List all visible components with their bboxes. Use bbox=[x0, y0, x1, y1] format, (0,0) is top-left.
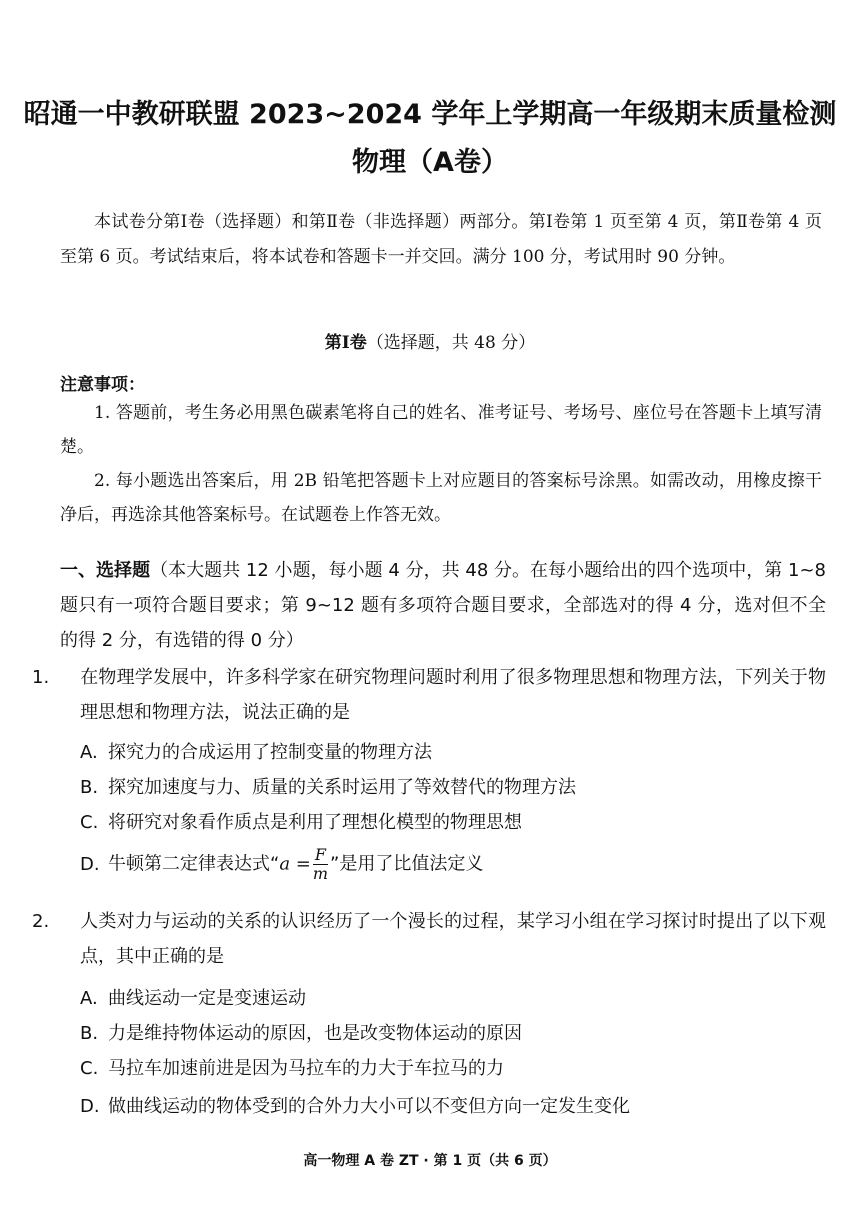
page-footer: 高一物理 A 卷 ZT · 第 1 页（共 6 页） bbox=[303, 1153, 557, 1169]
part-one-instructions bbox=[60, 553, 826, 658]
option-letter: A. bbox=[80, 988, 98, 1009]
option-letter: C. bbox=[80, 1058, 99, 1079]
option-2c bbox=[80, 1054, 504, 1080]
option-2b bbox=[80, 1019, 522, 1045]
section-title-bold: 第Ⅰ卷 bbox=[324, 333, 367, 353]
formula-denominator: m bbox=[312, 864, 329, 883]
question-number: 2. bbox=[32, 911, 50, 932]
option-text-post: ”是用了比值法定义 bbox=[330, 853, 484, 875]
formula-numerator: F bbox=[313, 846, 328, 865]
option-letter: A. bbox=[80, 742, 98, 763]
part-one-title: 一、选择题 bbox=[60, 560, 151, 581]
option-1d bbox=[80, 846, 483, 883]
option-letter: D. bbox=[80, 853, 100, 875]
question-stem: 人类对力与运动的关系的认识经历了一个漫长的过程，某学习小组在学习探讨时提出了以下观点，其中正确的是 bbox=[80, 911, 826, 967]
option-letter: C. bbox=[80, 812, 99, 833]
question-number: 1. bbox=[32, 667, 50, 688]
option-2a bbox=[80, 984, 306, 1010]
section-title-rest: （选择题，共 48 分） bbox=[366, 333, 536, 353]
option-text: 曲线运动一定是变速运动 bbox=[108, 988, 306, 1009]
option-text: 探究加速度与力、质量的关系时运用了等效替代的物理方法 bbox=[108, 777, 576, 798]
intro-paragraph: 本试卷分第Ⅰ卷（选择题）和第Ⅱ卷（非选择题）两部分。第Ⅰ卷第 1 页至第 4 页，第Ⅱ卷第 4 页至第 6 页。考试结束后，将本试卷和答题卡一并交回。满分 100 分，考试用时 90 分钟。 bbox=[60, 212, 822, 267]
option-letter: D. bbox=[80, 1096, 100, 1117]
option-1c bbox=[80, 808, 522, 834]
option-1a bbox=[80, 738, 432, 764]
option-letter: B. bbox=[80, 777, 99, 798]
option-letter: B. bbox=[80, 1023, 99, 1044]
option-text-pre: 牛顿第二定律表达式“ bbox=[108, 853, 280, 875]
option-text: 马拉车加速前进是因为马拉车的力大于车拉马的力 bbox=[108, 1058, 504, 1079]
option-text: 探究力的合成运用了控制变量的物理方法 bbox=[108, 742, 432, 763]
exam-subtitle: 物理（A卷） bbox=[352, 147, 508, 178]
exam-title: 昭通一中教研联盟 2023~2024 学年上学期高一年级期末质量检测 bbox=[23, 99, 837, 130]
option-text: 力是维持物体运动的原因，也是改变物体运动的原因 bbox=[108, 1023, 522, 1044]
notice-heading: 注意事项： bbox=[60, 375, 145, 395]
option-text: 将研究对象看作质点是利用了理想化模型的物理思想 bbox=[108, 812, 522, 833]
question-1 bbox=[32, 660, 826, 730]
part-one-description: （本大题共 12 小题，每小题 4 分，共 48 分。在每小题给出的四个选项中，第 1~8 题只有一项符合题目要求；第 9~12 题有多项符合题目要求，全部选对的得 4 分，选对但不全的得 2 分，有选错的得 0 分） bbox=[60, 560, 827, 651]
formula-lhs: a = bbox=[279, 853, 311, 875]
option-text: 做曲线运动的物体受到的合外力大小可以不变但方向一定发生变化 bbox=[108, 1096, 630, 1117]
question-stem: 在物理学发展中，许多科学家在研究物理问题时利用了很多物理思想和物理方法，下列关于物理思想和物理方法，说法正确的是 bbox=[80, 667, 826, 723]
notice-item-2: 2. 每小题选出答案后，用 2B 铅笔把答题卡上对应题目的答案标号涂黑。如需改动，用橡皮擦干净后，再选涂其他答案标号。在试题卷上作答无效。 bbox=[60, 471, 822, 525]
formula-fraction bbox=[313, 846, 328, 883]
section-title bbox=[0, 328, 860, 353]
option-1b bbox=[80, 773, 576, 799]
question-2 bbox=[32, 904, 826, 974]
option-2d bbox=[80, 1092, 630, 1118]
notice-item-1: 1. 答题前，考生务必用黑色碳素笔将自己的姓名、准考证号、考场号、座位号在答题卡上填写清楚。 bbox=[60, 403, 822, 457]
